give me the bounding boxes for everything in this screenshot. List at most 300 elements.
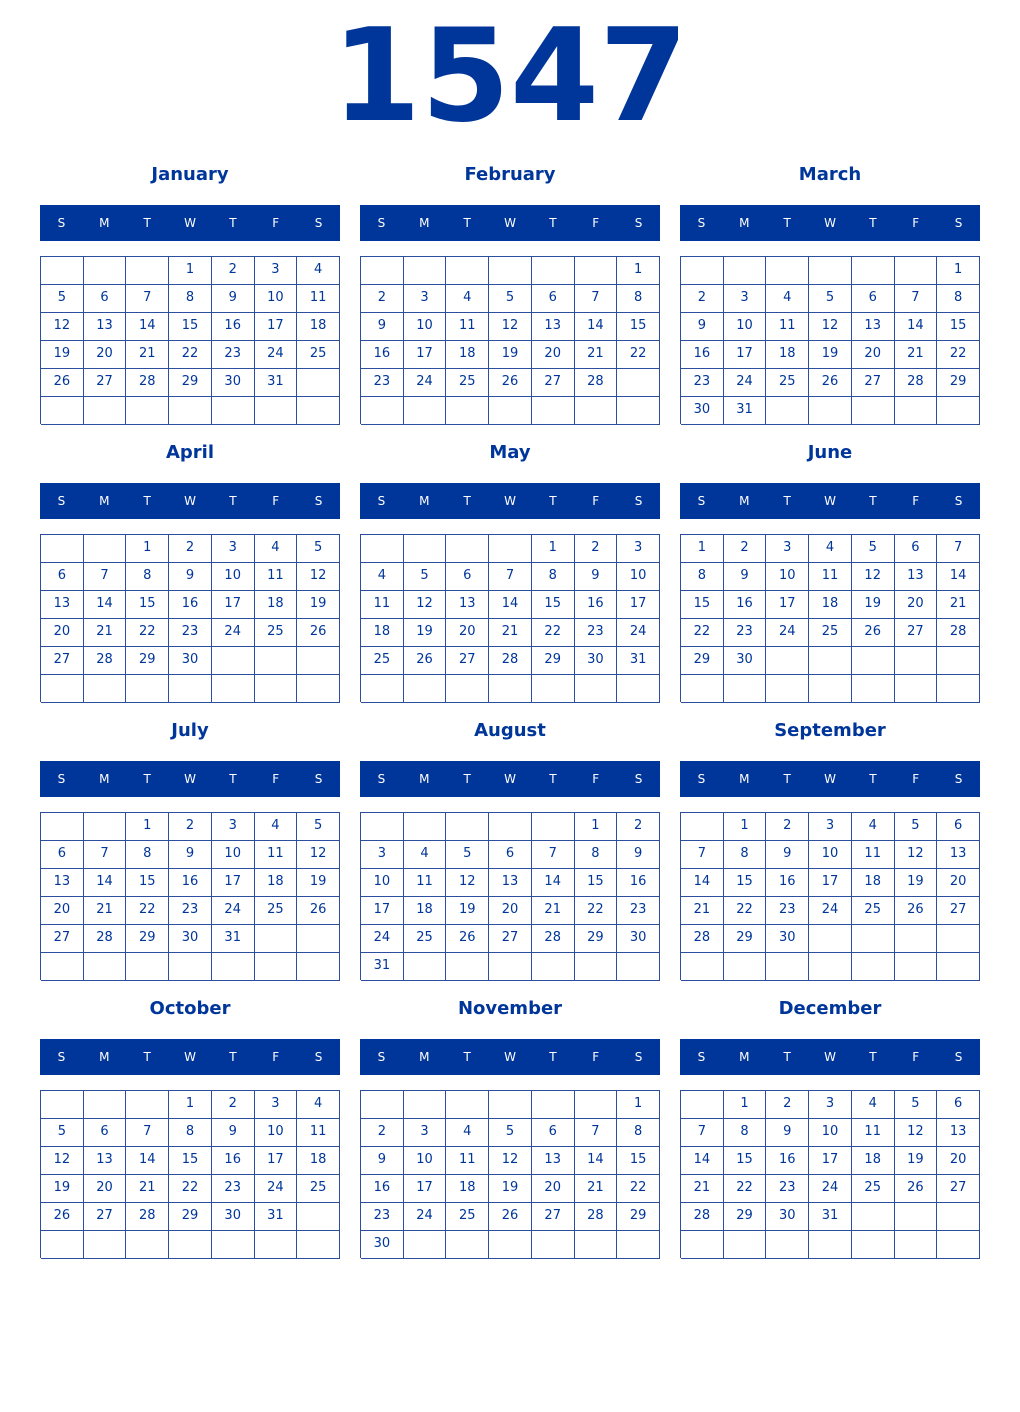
day-cell[interactable]: 5 [297, 813, 340, 841]
day-cell[interactable]: 19 [297, 591, 340, 619]
day-cell[interactable]: 27 [852, 369, 895, 397]
day-cell[interactable]: 21 [681, 1175, 724, 1203]
day-cell[interactable]: 15 [724, 869, 767, 897]
day-cell[interactable]: 28 [575, 1203, 618, 1231]
day-cell[interactable]: 27 [532, 1203, 575, 1231]
day-cell[interactable]: 11 [446, 1147, 489, 1175]
day-cell[interactable]: 1 [617, 257, 660, 285]
day-cell[interactable]: 16 [361, 341, 404, 369]
day-cell[interactable]: 27 [489, 925, 532, 953]
day-cell[interactable]: 16 [575, 591, 618, 619]
day-cell[interactable]: 2 [724, 535, 767, 563]
day-cell[interactable]: 25 [766, 369, 809, 397]
day-cell[interactable]: 17 [212, 591, 255, 619]
day-cell[interactable]: 10 [212, 563, 255, 591]
day-cell[interactable]: 26 [41, 1203, 84, 1231]
day-cell[interactable]: 1 [724, 813, 767, 841]
day-cell[interactable]: 5 [41, 285, 84, 313]
day-cell[interactable]: 7 [895, 285, 938, 313]
day-cell[interactable]: 17 [766, 591, 809, 619]
day-cell[interactable]: 2 [361, 285, 404, 313]
day-cell[interactable]: 13 [937, 841, 980, 869]
day-cell[interactable]: 25 [852, 897, 895, 925]
day-cell[interactable]: 25 [361, 647, 404, 675]
day-cell[interactable]: 6 [84, 1119, 127, 1147]
day-cell[interactable]: 9 [681, 313, 724, 341]
day-cell[interactable]: 7 [681, 841, 724, 869]
day-cell[interactable]: 2 [361, 1119, 404, 1147]
day-cell[interactable]: 22 [724, 897, 767, 925]
day-cell[interactable]: 29 [532, 647, 575, 675]
day-cell[interactable]: 12 [446, 869, 489, 897]
day-cell[interactable]: 24 [255, 341, 298, 369]
day-cell[interactable]: 29 [126, 925, 169, 953]
day-cell[interactable]: 7 [937, 535, 980, 563]
day-cell[interactable]: 1 [575, 813, 618, 841]
day-cell[interactable]: 21 [84, 897, 127, 925]
day-cell[interactable]: 28 [895, 369, 938, 397]
day-cell[interactable]: 13 [446, 591, 489, 619]
day-cell[interactable]: 21 [532, 897, 575, 925]
day-cell[interactable]: 14 [681, 869, 724, 897]
day-cell[interactable]: 21 [895, 341, 938, 369]
day-cell[interactable]: 10 [617, 563, 660, 591]
day-cell[interactable]: 28 [532, 925, 575, 953]
day-cell[interactable]: 3 [255, 257, 298, 285]
day-cell[interactable]: 4 [809, 535, 852, 563]
day-cell[interactable]: 12 [297, 841, 340, 869]
day-cell[interactable]: 30 [212, 369, 255, 397]
day-cell[interactable]: 15 [169, 1147, 212, 1175]
day-cell[interactable]: 17 [404, 1175, 447, 1203]
day-cell[interactable]: 10 [809, 841, 852, 869]
day-cell[interactable]: 8 [724, 841, 767, 869]
day-cell[interactable]: 24 [809, 897, 852, 925]
day-cell[interactable]: 28 [84, 925, 127, 953]
day-cell[interactable]: 21 [681, 897, 724, 925]
day-cell[interactable]: 15 [575, 869, 618, 897]
day-cell[interactable]: 22 [532, 619, 575, 647]
day-cell[interactable]: 8 [617, 1119, 660, 1147]
day-cell[interactable]: 5 [297, 535, 340, 563]
day-cell[interactable]: 14 [575, 313, 618, 341]
day-cell[interactable]: 19 [404, 619, 447, 647]
day-cell[interactable]: 10 [766, 563, 809, 591]
day-cell[interactable]: 5 [41, 1119, 84, 1147]
day-cell[interactable]: 27 [532, 369, 575, 397]
day-cell[interactable]: 5 [489, 1119, 532, 1147]
day-cell[interactable]: 10 [212, 841, 255, 869]
day-cell[interactable]: 26 [297, 619, 340, 647]
day-cell[interactable]: 22 [617, 1175, 660, 1203]
day-cell[interactable]: 7 [126, 1119, 169, 1147]
day-cell[interactable]: 28 [575, 369, 618, 397]
day-cell[interactable]: 18 [852, 1147, 895, 1175]
day-cell[interactable]: 18 [852, 869, 895, 897]
day-cell[interactable]: 24 [617, 619, 660, 647]
day-cell[interactable]: 18 [766, 341, 809, 369]
day-cell[interactable]: 4 [297, 257, 340, 285]
day-cell[interactable]: 24 [212, 619, 255, 647]
day-cell[interactable]: 6 [532, 1119, 575, 1147]
day-cell[interactable]: 23 [681, 369, 724, 397]
day-cell[interactable]: 14 [532, 869, 575, 897]
day-cell[interactable]: 27 [84, 369, 127, 397]
day-cell[interactable]: 19 [297, 869, 340, 897]
day-cell[interactable]: 30 [169, 647, 212, 675]
day-cell[interactable]: 6 [937, 1091, 980, 1119]
day-cell[interactable]: 28 [126, 1203, 169, 1231]
day-cell[interactable]: 8 [937, 285, 980, 313]
day-cell[interactable]: 21 [126, 1175, 169, 1203]
day-cell[interactable]: 24 [724, 369, 767, 397]
day-cell[interactable]: 11 [852, 1119, 895, 1147]
day-cell[interactable]: 5 [446, 841, 489, 869]
day-cell[interactable]: 26 [895, 1175, 938, 1203]
day-cell[interactable]: 15 [532, 591, 575, 619]
day-cell[interactable]: 18 [297, 1147, 340, 1175]
day-cell[interactable]: 12 [489, 313, 532, 341]
day-cell[interactable]: 7 [489, 563, 532, 591]
day-cell[interactable]: 7 [575, 285, 618, 313]
day-cell[interactable]: 3 [361, 841, 404, 869]
day-cell[interactable]: 23 [212, 1175, 255, 1203]
day-cell[interactable]: 26 [404, 647, 447, 675]
day-cell[interactable]: 8 [126, 841, 169, 869]
day-cell[interactable]: 3 [617, 535, 660, 563]
day-cell[interactable]: 6 [532, 285, 575, 313]
day-cell[interactable]: 29 [724, 925, 767, 953]
day-cell[interactable]: 25 [852, 1175, 895, 1203]
day-cell[interactable]: 22 [126, 897, 169, 925]
day-cell[interactable]: 19 [895, 1147, 938, 1175]
day-cell[interactable]: 28 [489, 647, 532, 675]
day-cell[interactable]: 19 [852, 591, 895, 619]
day-cell[interactable]: 15 [724, 1147, 767, 1175]
day-cell[interactable]: 12 [297, 563, 340, 591]
day-cell[interactable]: 7 [681, 1119, 724, 1147]
day-cell[interactable]: 15 [126, 591, 169, 619]
day-cell[interactable]: 13 [852, 313, 895, 341]
day-cell[interactable]: 12 [404, 591, 447, 619]
day-cell[interactable]: 15 [169, 313, 212, 341]
day-cell[interactable]: 22 [937, 341, 980, 369]
day-cell[interactable]: 9 [766, 1119, 809, 1147]
day-cell[interactable]: 13 [489, 869, 532, 897]
day-cell[interactable]: 6 [895, 535, 938, 563]
day-cell[interactable]: 9 [361, 313, 404, 341]
day-cell[interactable]: 12 [489, 1147, 532, 1175]
day-cell[interactable]: 17 [404, 341, 447, 369]
day-cell[interactable]: 14 [575, 1147, 618, 1175]
day-cell[interactable]: 15 [937, 313, 980, 341]
day-cell[interactable]: 11 [852, 841, 895, 869]
day-cell[interactable]: 19 [446, 897, 489, 925]
day-cell[interactable]: 23 [617, 897, 660, 925]
day-cell[interactable]: 6 [446, 563, 489, 591]
day-cell[interactable]: 5 [852, 535, 895, 563]
day-cell[interactable]: 16 [766, 869, 809, 897]
day-cell[interactable]: 14 [489, 591, 532, 619]
day-cell[interactable]: 23 [169, 619, 212, 647]
day-cell[interactable]: 25 [255, 619, 298, 647]
day-cell[interactable]: 6 [852, 285, 895, 313]
day-cell[interactable]: 21 [84, 619, 127, 647]
day-cell[interactable]: 29 [617, 1203, 660, 1231]
day-cell[interactable]: 11 [297, 1119, 340, 1147]
day-cell[interactable]: 8 [532, 563, 575, 591]
day-cell[interactable]: 17 [212, 869, 255, 897]
day-cell[interactable]: 3 [766, 535, 809, 563]
day-cell[interactable]: 5 [895, 813, 938, 841]
day-cell[interactable]: 17 [809, 1147, 852, 1175]
day-cell[interactable]: 9 [617, 841, 660, 869]
day-cell[interactable]: 15 [681, 591, 724, 619]
day-cell[interactable]: 19 [809, 341, 852, 369]
day-cell[interactable]: 9 [212, 285, 255, 313]
day-cell[interactable]: 27 [937, 1175, 980, 1203]
day-cell[interactable]: 23 [361, 1203, 404, 1231]
day-cell[interactable]: 4 [255, 813, 298, 841]
day-cell[interactable]: 27 [446, 647, 489, 675]
day-cell[interactable]: 2 [766, 813, 809, 841]
day-cell[interactable]: 2 [681, 285, 724, 313]
day-cell[interactable]: 16 [724, 591, 767, 619]
day-cell[interactable]: 2 [169, 813, 212, 841]
day-cell[interactable]: 28 [84, 647, 127, 675]
day-cell[interactable]: 20 [446, 619, 489, 647]
day-cell[interactable]: 7 [84, 841, 127, 869]
day-cell[interactable]: 12 [41, 313, 84, 341]
day-cell[interactable]: 5 [895, 1091, 938, 1119]
day-cell[interactable]: 19 [41, 1175, 84, 1203]
day-cell[interactable]: 1 [169, 257, 212, 285]
day-cell[interactable]: 11 [255, 563, 298, 591]
day-cell[interactable]: 9 [724, 563, 767, 591]
day-cell[interactable]: 9 [169, 841, 212, 869]
day-cell[interactable]: 31 [255, 1203, 298, 1231]
day-cell[interactable]: 20 [41, 897, 84, 925]
day-cell[interactable]: 28 [126, 369, 169, 397]
day-cell[interactable]: 23 [766, 897, 809, 925]
day-cell[interactable]: 9 [361, 1147, 404, 1175]
day-cell[interactable]: 9 [575, 563, 618, 591]
day-cell[interactable]: 1 [169, 1091, 212, 1119]
day-cell[interactable]: 13 [41, 869, 84, 897]
day-cell[interactable]: 23 [575, 619, 618, 647]
day-cell[interactable]: 12 [41, 1147, 84, 1175]
day-cell[interactable]: 20 [532, 1175, 575, 1203]
day-cell[interactable]: 19 [41, 341, 84, 369]
day-cell[interactable]: 20 [895, 591, 938, 619]
day-cell[interactable]: 19 [489, 1175, 532, 1203]
day-cell[interactable]: 8 [169, 285, 212, 313]
day-cell[interactable]: 14 [126, 1147, 169, 1175]
day-cell[interactable]: 26 [895, 897, 938, 925]
day-cell[interactable]: 13 [41, 591, 84, 619]
day-cell[interactable]: 3 [404, 285, 447, 313]
day-cell[interactable]: 24 [766, 619, 809, 647]
day-cell[interactable]: 20 [84, 1175, 127, 1203]
day-cell[interactable]: 10 [724, 313, 767, 341]
day-cell[interactable]: 10 [404, 313, 447, 341]
day-cell[interactable]: 13 [937, 1119, 980, 1147]
day-cell[interactable]: 30 [212, 1203, 255, 1231]
day-cell[interactable]: 19 [895, 869, 938, 897]
day-cell[interactable]: 8 [126, 563, 169, 591]
day-cell[interactable]: 15 [617, 313, 660, 341]
day-cell[interactable]: 11 [766, 313, 809, 341]
day-cell[interactable]: 4 [766, 285, 809, 313]
day-cell[interactable]: 30 [766, 925, 809, 953]
day-cell[interactable]: 4 [255, 535, 298, 563]
day-cell[interactable]: 17 [361, 897, 404, 925]
day-cell[interactable]: 17 [617, 591, 660, 619]
day-cell[interactable]: 5 [489, 285, 532, 313]
day-cell[interactable]: 3 [809, 1091, 852, 1119]
day-cell[interactable]: 20 [41, 619, 84, 647]
day-cell[interactable]: 12 [895, 1119, 938, 1147]
day-cell[interactable]: 30 [169, 925, 212, 953]
day-cell[interactable]: 10 [361, 869, 404, 897]
day-cell[interactable]: 30 [681, 397, 724, 425]
day-cell[interactable]: 20 [937, 1147, 980, 1175]
day-cell[interactable]: 15 [126, 869, 169, 897]
day-cell[interactable]: 26 [809, 369, 852, 397]
day-cell[interactable]: 23 [724, 619, 767, 647]
day-cell[interactable]: 11 [361, 591, 404, 619]
day-cell[interactable]: 28 [681, 1203, 724, 1231]
day-cell[interactable]: 22 [126, 619, 169, 647]
day-cell[interactable]: 1 [937, 257, 980, 285]
day-cell[interactable]: 20 [532, 341, 575, 369]
day-cell[interactable]: 22 [724, 1175, 767, 1203]
day-cell[interactable]: 3 [809, 813, 852, 841]
day-cell[interactable]: 14 [937, 563, 980, 591]
day-cell[interactable]: 29 [575, 925, 618, 953]
day-cell[interactable]: 18 [404, 897, 447, 925]
day-cell[interactable]: 18 [255, 591, 298, 619]
day-cell[interactable]: 18 [446, 1175, 489, 1203]
day-cell[interactable]: 10 [404, 1147, 447, 1175]
day-cell[interactable]: 22 [617, 341, 660, 369]
day-cell[interactable]: 8 [575, 841, 618, 869]
day-cell[interactable]: 4 [852, 813, 895, 841]
day-cell[interactable]: 24 [255, 1175, 298, 1203]
day-cell[interactable]: 4 [852, 1091, 895, 1119]
day-cell[interactable]: 23 [361, 369, 404, 397]
day-cell[interactable]: 28 [937, 619, 980, 647]
day-cell[interactable]: 17 [809, 869, 852, 897]
day-cell[interactable]: 24 [404, 369, 447, 397]
day-cell[interactable]: 26 [41, 369, 84, 397]
day-cell[interactable]: 8 [617, 285, 660, 313]
day-cell[interactable]: 16 [212, 1147, 255, 1175]
day-cell[interactable]: 6 [41, 563, 84, 591]
day-cell[interactable]: 25 [809, 619, 852, 647]
day-cell[interactable]: 27 [84, 1203, 127, 1231]
day-cell[interactable]: 16 [617, 869, 660, 897]
day-cell[interactable]: 4 [404, 841, 447, 869]
day-cell[interactable]: 15 [617, 1147, 660, 1175]
day-cell[interactable]: 11 [255, 841, 298, 869]
day-cell[interactable]: 12 [809, 313, 852, 341]
day-cell[interactable]: 31 [212, 925, 255, 953]
day-cell[interactable]: 3 [255, 1091, 298, 1119]
day-cell[interactable]: 7 [532, 841, 575, 869]
day-cell[interactable]: 21 [126, 341, 169, 369]
day-cell[interactable]: 22 [169, 341, 212, 369]
day-cell[interactable]: 26 [297, 897, 340, 925]
day-cell[interactable]: 10 [255, 285, 298, 313]
day-cell[interactable]: 21 [575, 341, 618, 369]
day-cell[interactable]: 31 [724, 397, 767, 425]
day-cell[interactable]: 26 [852, 619, 895, 647]
day-cell[interactable]: 28 [681, 925, 724, 953]
day-cell[interactable]: 23 [169, 897, 212, 925]
day-cell[interactable]: 4 [446, 1119, 489, 1147]
day-cell[interactable]: 1 [681, 535, 724, 563]
day-cell[interactable]: 31 [255, 369, 298, 397]
day-cell[interactable]: 20 [489, 897, 532, 925]
day-cell[interactable]: 22 [575, 897, 618, 925]
day-cell[interactable]: 16 [766, 1147, 809, 1175]
day-cell[interactable]: 13 [895, 563, 938, 591]
day-cell[interactable]: 30 [724, 647, 767, 675]
day-cell[interactable]: 7 [575, 1119, 618, 1147]
day-cell[interactable]: 3 [212, 535, 255, 563]
day-cell[interactable]: 18 [361, 619, 404, 647]
day-cell[interactable]: 9 [766, 841, 809, 869]
day-cell[interactable]: 26 [489, 369, 532, 397]
day-cell[interactable]: 14 [126, 313, 169, 341]
day-cell[interactable]: 9 [212, 1119, 255, 1147]
day-cell[interactable]: 29 [937, 369, 980, 397]
day-cell[interactable]: 13 [84, 313, 127, 341]
day-cell[interactable]: 23 [766, 1175, 809, 1203]
day-cell[interactable]: 6 [41, 841, 84, 869]
day-cell[interactable]: 7 [84, 563, 127, 591]
day-cell[interactable]: 17 [255, 1147, 298, 1175]
day-cell[interactable]: 18 [446, 341, 489, 369]
day-cell[interactable]: 1 [532, 535, 575, 563]
day-cell[interactable]: 21 [575, 1175, 618, 1203]
day-cell[interactable]: 16 [169, 591, 212, 619]
day-cell[interactable]: 24 [212, 897, 255, 925]
day-cell[interactable]: 14 [84, 869, 127, 897]
day-cell[interactable]: 16 [212, 313, 255, 341]
day-cell[interactable]: 8 [681, 563, 724, 591]
day-cell[interactable]: 2 [575, 535, 618, 563]
day-cell[interactable]: 18 [809, 591, 852, 619]
day-cell[interactable]: 8 [724, 1119, 767, 1147]
day-cell[interactable]: 30 [766, 1203, 809, 1231]
day-cell[interactable]: 10 [809, 1119, 852, 1147]
day-cell[interactable]: 23 [212, 341, 255, 369]
day-cell[interactable]: 26 [446, 925, 489, 953]
day-cell[interactable]: 1 [126, 813, 169, 841]
day-cell[interactable]: 4 [446, 285, 489, 313]
day-cell[interactable]: 12 [895, 841, 938, 869]
day-cell[interactable]: 30 [617, 925, 660, 953]
day-cell[interactable]: 2 [212, 257, 255, 285]
day-cell[interactable]: 14 [895, 313, 938, 341]
day-cell[interactable]: 30 [361, 1231, 404, 1259]
day-cell[interactable]: 20 [84, 341, 127, 369]
day-cell[interactable]: 10 [255, 1119, 298, 1147]
day-cell[interactable]: 27 [41, 647, 84, 675]
day-cell[interactable]: 25 [255, 897, 298, 925]
